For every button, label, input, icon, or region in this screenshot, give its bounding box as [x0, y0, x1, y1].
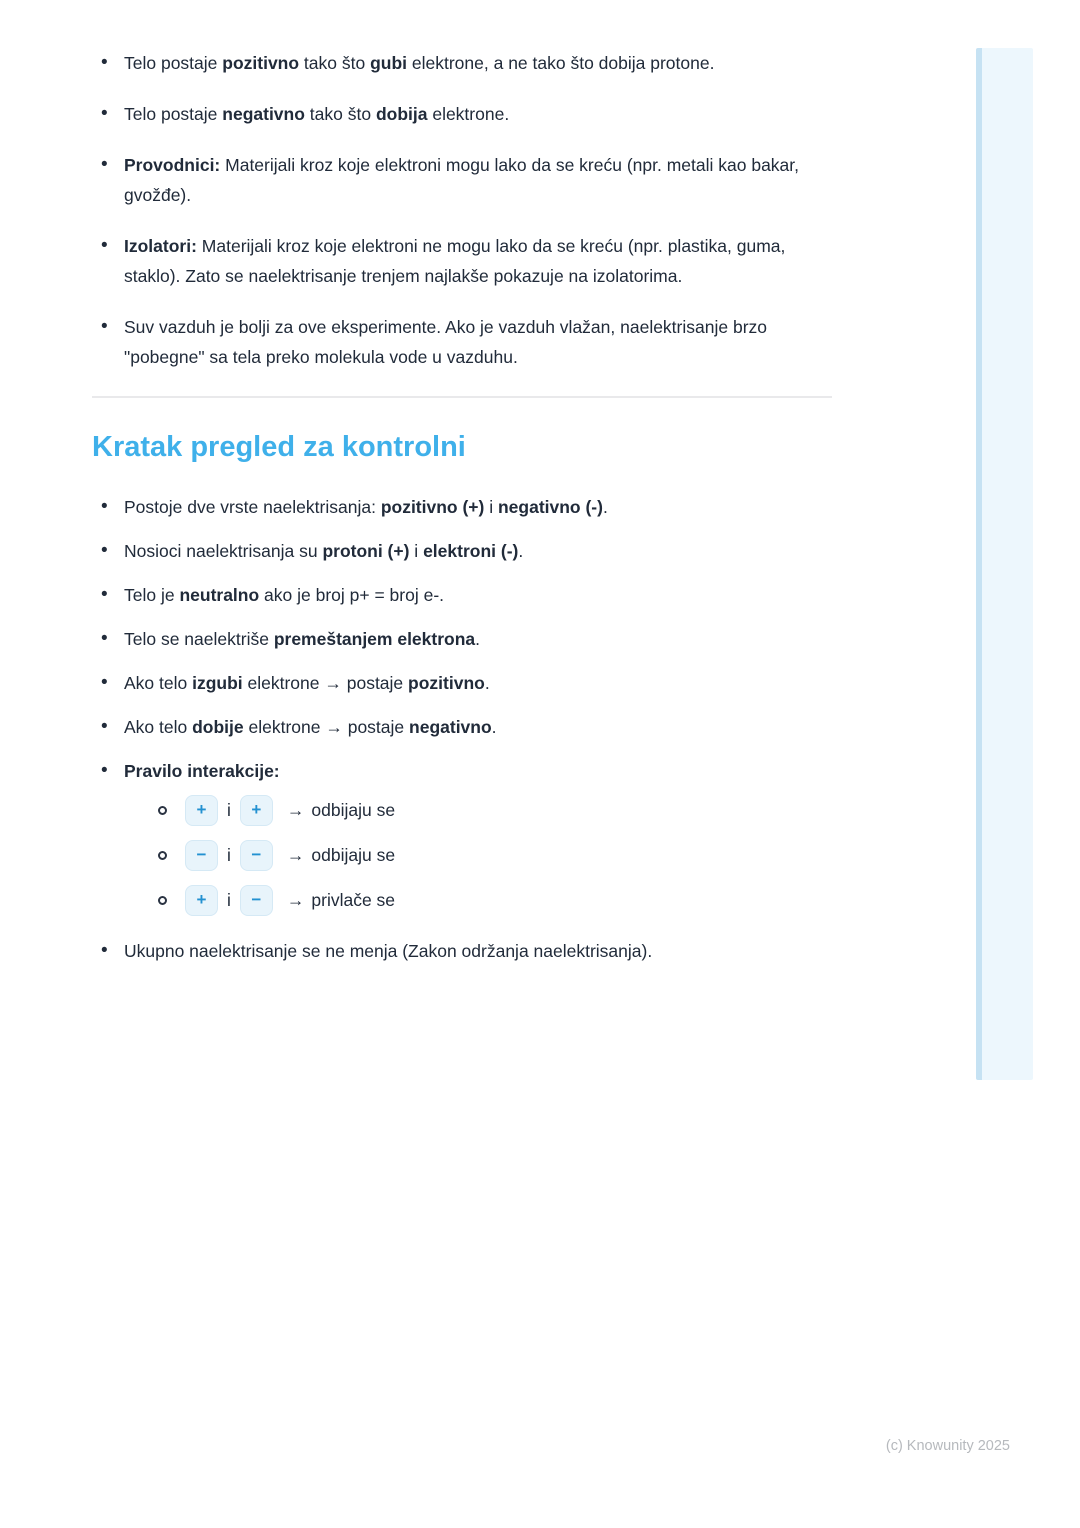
circle-bullet-marker — [158, 896, 167, 905]
bullet-item — [92, 712, 832, 742]
arrow-glyph: → — [286, 890, 305, 910]
bullet-item — [92, 312, 832, 372]
text-segment: izgubi — [192, 673, 243, 693]
charge-badge-negative: − — [240, 885, 273, 916]
circle-bullet-marker — [158, 806, 167, 815]
charge-badge-positive: + — [185, 885, 218, 916]
bullet-item — [92, 492, 832, 522]
circle-bullet-marker — [158, 851, 167, 860]
bullet-item — [92, 99, 832, 129]
text-segment: Telo se naelektriše — [124, 629, 274, 649]
text-segment: Postoje dve vrste naelektrisanja: — [124, 497, 381, 517]
section-divider — [92, 396, 832, 398]
bullet-item — [92, 536, 832, 566]
rule-connector: i — [227, 890, 231, 910]
text-segment: negativno (-) — [497, 497, 603, 517]
side-highlight-bar — [976, 48, 1033, 1080]
text-segment: pozitivno — [408, 673, 485, 693]
rule-connector: i — [227, 845, 231, 865]
text-segment: neutralno — [179, 585, 260, 605]
rule-result-text: odbijaju se — [311, 845, 396, 865]
rule-result-text: privlače se — [311, 890, 396, 910]
text-segment: negativno — [222, 104, 305, 124]
text-segment: pozitivno (+) — [380, 497, 485, 517]
text-segment: premeštanjem elektrona — [273, 629, 476, 649]
text-segment: i — [409, 541, 424, 561]
text-segment: Ako telo — [124, 673, 193, 693]
text-segment: Telo postaje — [124, 53, 223, 73]
bullet-item — [92, 756, 832, 916]
rule-result-text: odbijaju se — [311, 800, 396, 820]
text-segment: elektroni (-) — [423, 541, 519, 561]
arrow-glyph: → — [286, 800, 305, 820]
text-segment: Ukupno naelektrisanje se ne menja (Zakon održanja naelektrisanja). — [124, 941, 653, 961]
text-segment: Suv vazduh je bolji za ove eksperimente. Ako je vazduh vlažan, naelektrisanje brzo "pobegne" sa tela preko molekula vode u vazduhu. — [124, 317, 768, 367]
text-segment: i — [484, 497, 498, 517]
text-segment: Materijali kroz koje elektroni mogu lako da se kreću (npr. metali kao bakar, gvožđe). — [124, 155, 800, 205]
interaction-rules-list — [124, 794, 832, 916]
text-segment: Pravilo interakcije: — [124, 761, 280, 781]
text-segment: Izolatori: — [124, 236, 197, 256]
text-segment: tako što — [304, 104, 376, 124]
text-segment: Telo postaje — [124, 104, 223, 124]
text-segment: Materijali kroz koje elektroni ne mogu lako da se kreću (npr. plastika, guma, staklo). Zato se naelektrisanje trenjem najlakše pokazuje na izolatorima. — [124, 236, 786, 286]
text-segment: ako je broj p+ = broj e-. — [259, 585, 445, 605]
review-bullet-list — [92, 492, 832, 966]
text-segment: . — [602, 497, 608, 517]
text-segment: Ako telo — [124, 717, 193, 737]
page-content — [92, 48, 832, 966]
text-segment: protoni (+) — [322, 541, 410, 561]
charge-badge-positive: + — [240, 795, 273, 826]
interaction-rule-row — [158, 794, 832, 826]
interaction-rule-row — [158, 839, 832, 871]
text-segment: . — [518, 541, 524, 561]
rule-connector: i — [227, 800, 231, 820]
section-heading: Kratak pregled za kontrolni — [92, 431, 466, 463]
text-segment: elektrone → postaje — [243, 717, 410, 737]
intro-bullet-list — [92, 48, 832, 372]
text-segment: dobija — [375, 104, 428, 124]
bullet-item — [92, 231, 832, 291]
text-segment: dobije — [192, 717, 244, 737]
bullet-item — [92, 936, 832, 966]
bullet-item — [92, 668, 832, 698]
text-segment: elektrone → postaje — [242, 673, 409, 693]
text-segment: Nosioci naelektrisanja su — [124, 541, 323, 561]
text-segment: . — [484, 673, 490, 693]
footer-copyright: (c) Knowunity 2025 — [885, 1438, 1010, 1454]
charge-badge-positive: + — [185, 795, 218, 826]
text-segment: . — [475, 629, 481, 649]
text-segment: Telo je — [124, 585, 180, 605]
charge-badge-negative: − — [240, 840, 273, 871]
text-segment: tako što — [299, 53, 371, 73]
arrow-glyph: → — [286, 845, 305, 865]
bullet-item — [92, 580, 832, 610]
text-segment: Provodnici: — [124, 155, 221, 175]
charge-badge-negative: − — [185, 840, 218, 871]
bullet-item — [92, 48, 832, 78]
text-segment: elektrone, a ne tako što dobija protone. — [407, 53, 715, 73]
text-segment: negativno — [409, 717, 492, 737]
interaction-rule-row — [158, 884, 832, 916]
text-segment: pozitivno — [222, 53, 300, 73]
bullet-item — [92, 624, 832, 654]
text-segment: elektrone. — [427, 104, 510, 124]
bullet-item — [92, 150, 832, 210]
text-segment: gubi — [370, 53, 408, 73]
text-segment: . — [491, 717, 497, 737]
